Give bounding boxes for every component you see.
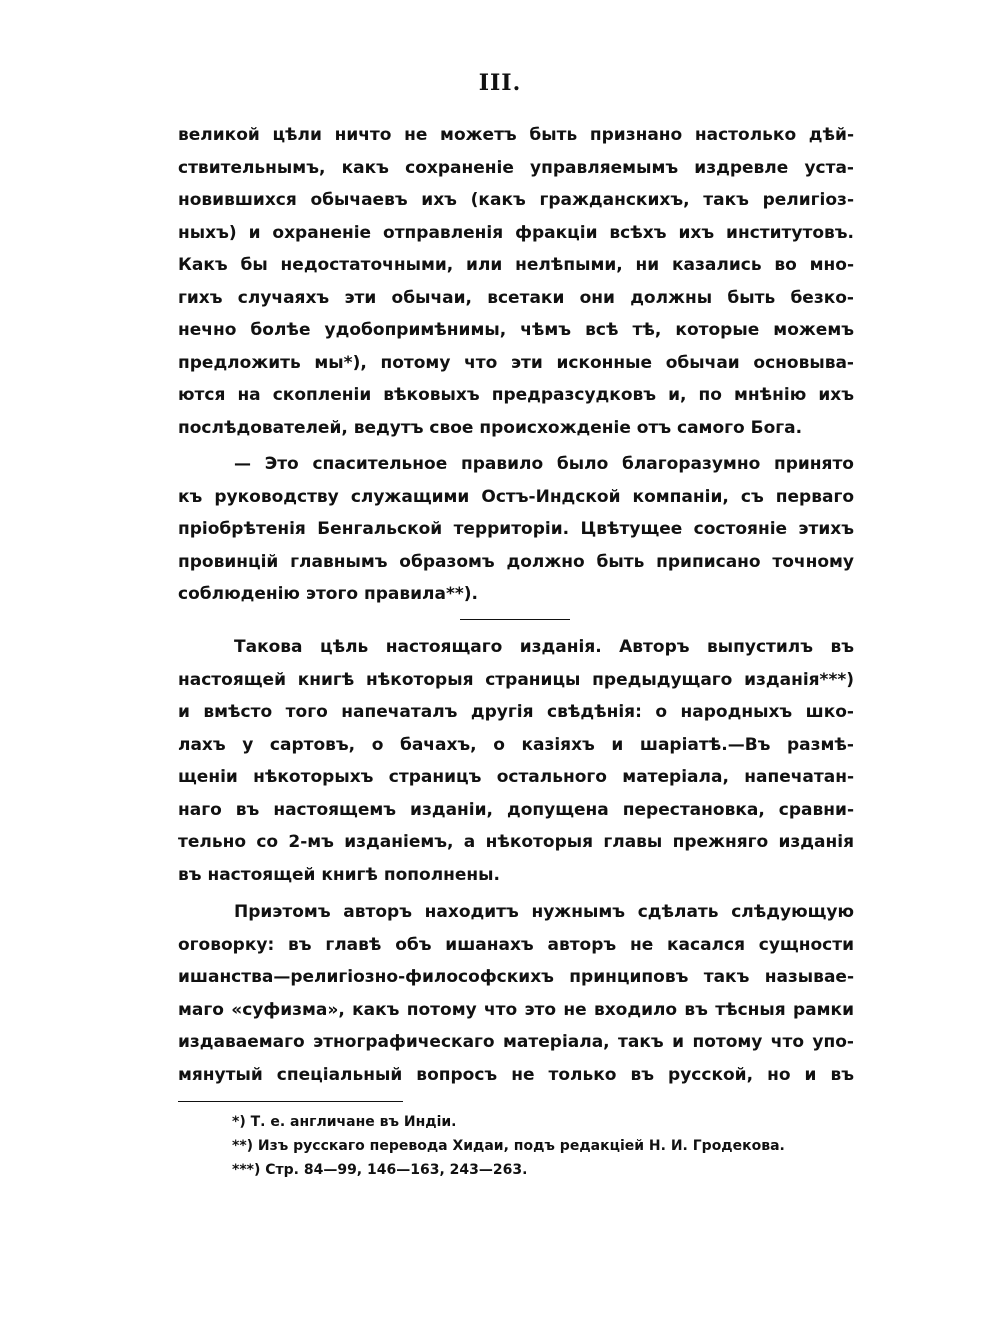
footnote: **) Изъ русскаго перевода Хидаи, подъ редакціей Н. И. Гродекова.: [232, 1138, 785, 1154]
text-line: соблюденію этого правила**).: [178, 584, 478, 604]
section-divider: [460, 619, 570, 620]
text-line: тельно со 2-мъ изданіемъ, а нѣкоторыя главы прежняго изданія: [178, 832, 854, 852]
text-line: нечно болѣе удобопримѣнимы, чѣмъ всѣ тѣ, которые можемъ: [178, 320, 854, 340]
text-line: настоящей книгѣ нѣкоторыя страницы предыдущаго изданія***): [178, 669, 854, 690]
text-line: послѣдователей, ведутъ свое происхожденіе отъ самого Бога.: [178, 417, 803, 438]
text-line: предложить мы*), потому что эти исконные обычаи основыва-: [178, 352, 854, 373]
text-line: въ настоящей книгѣ пополнены.: [178, 864, 501, 885]
text-line: Какъ бы недостаточными, или нелѣпыми, ни казались во мно-: [178, 255, 854, 275]
text-line: лахъ у сартовъ, о бачахъ, о казіяхъ и шаріатѣ.—Въ размѣ-: [178, 734, 854, 755]
text-line: провинцій главнымъ образомъ должно быть приписано точному: [178, 551, 854, 572]
footnotes: [232, 1110, 872, 1182]
text-line: наго въ настоящемъ изданіи, допущена перестановка, сравни-: [178, 799, 854, 820]
text-line: къ руководству служащими Остъ-Индской компаніи, съ перваго: [178, 486, 854, 507]
footnote-divider: [178, 1101, 403, 1102]
text-line: оговорку: въ главѣ объ ишанахъ авторъ не касался сущности: [178, 934, 854, 955]
text-line: мянутый спеціальный вопросъ не только въ русской, но и въ: [178, 1064, 854, 1085]
footnote: *) Т. е. англичане въ Индіи.: [232, 1114, 457, 1130]
paragraph-4: [178, 896, 854, 1091]
footnote: ***) Стр. 84—99, 146—163, 243—263.: [232, 1162, 528, 1178]
paragraph-2: [178, 448, 854, 611]
text-line: и вмѣсто того напечаталъ другія свѣдѣнія: о народныхъ шко-: [178, 702, 854, 722]
text-line: гихъ случаяхъ эти обычаи, всетаки они должны быть безко-: [178, 287, 854, 308]
page-number: III.: [478, 70, 522, 96]
text-line: великой цѣли ничто не можетъ быть признано настолько дѣй-: [178, 125, 854, 145]
text-line: ствительнымъ, какъ сохраненіе управляемымъ издревле уста-: [178, 157, 854, 178]
text-line: ются на скопленіи вѣковыхъ предразсудковъ и, по мнѣнію ихъ: [178, 385, 854, 405]
paragraph-1: [178, 119, 854, 444]
text-line: — Это спасительное правило было благоразумно принято: [234, 454, 854, 474]
text-line: ишанства—религіозно-философскихъ принциповъ такъ называе-: [178, 967, 854, 987]
text-line: Такова цѣль настоящаго изданія. Авторъ выпустилъ въ: [234, 637, 854, 657]
paragraph-3: [178, 631, 854, 891]
text-line: маго «суфизма», какъ потому что это не входило въ тѣсныя рамки: [178, 999, 854, 1020]
text-line: щеніи нѣкоторыхъ страницъ остального матеріала, напечатан-: [178, 767, 854, 787]
text-line: ныхъ) и охраненіе отправленія фракціи всѣхъ ихъ институтовъ.: [178, 222, 854, 243]
text-line: Приэтомъ авторъ находитъ нужнымъ сдѣлать слѣдующую: [234, 902, 854, 922]
text-line: новившихся обычаевъ ихъ (какъ гражданскихъ, такъ религіоз-: [178, 190, 854, 210]
text-line: пріобрѣтенія Бенгальской территоріи. Цвѣтущее состояніе этихъ: [178, 519, 854, 539]
text-line: издаваемаго этнографическаго матеріала, такъ и потому что упо-: [178, 1032, 854, 1052]
